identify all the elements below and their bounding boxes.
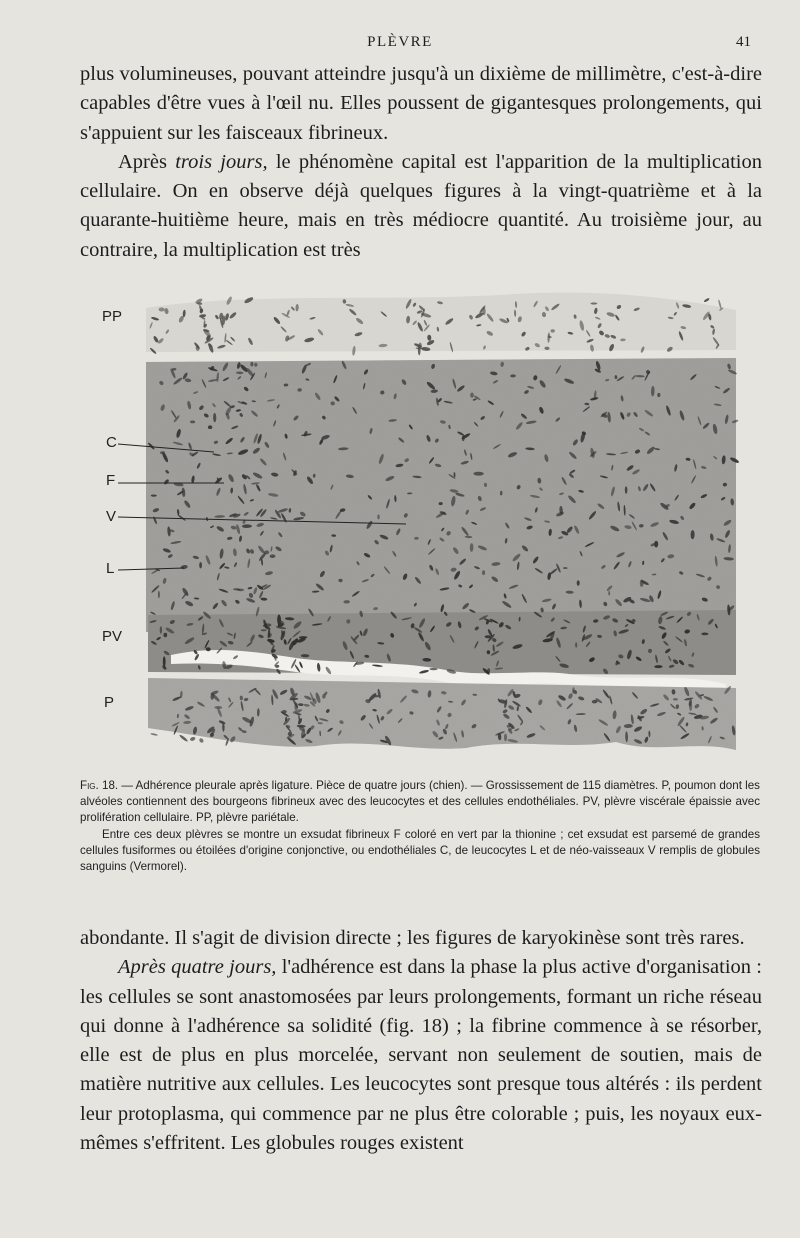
paragraph-quatre-jours: Après quatre jours, l'adhérence est dans la phase la plus active d'organisation : les cellules se sont anastomosées par leurs prolongements, formant un riche réseau qui donne à l'adhérence sa solidité (fig. 18) ; la fibrine commence à se résorber, elle est de plus en plus morcelée, servant non seulement de soutien, mais de matière nutritive aux cellules. Les leucocytes sont presque tous altérés : ils perdent leur protoplasma, qui commence par ne plus être colorable ; puis, les noyaux eux-mêmes s'effritent. Les globules rouges existent	[80, 956, 762, 1155]
cell-nucleus	[703, 297, 710, 302]
caption-paragraph-2: Entre ces deux plèvres se montre un exsudat fibrineux F coloré en vert par la thionine ; cet exsudat est parsemé de grandes cellules fusiformes ou étoilées d'origine conjonctive, ou endothéliales C, de leucocytes L et de néo-vaisseaux V remplis de globules sanguins (Vermorel).	[80, 827, 760, 874]
running-header: PLÈVRE	[367, 34, 433, 50]
cell-nucleus	[179, 734, 189, 742]
label-pv: PV	[102, 628, 123, 645]
tissue-illustration	[96, 280, 748, 766]
emphasis-quatre-jours: Après quatre jours,	[118, 956, 277, 979]
cell-nucleus	[208, 425, 212, 429]
caption-paragraph-1: Fig. 18. — Adhérence pleurale après ligature. Pièce de quatre jours (chien). — Grossissement de 115 diamètres. P, poumon dont les alvéoles contiennent des bourgeons fibrineux avec des leucocytes et des cellules endothéliales. PV, plèvre viscérale épaissie avec prolifération cellulaire. PP, plèvre pariétale.	[80, 779, 760, 825]
label-pp: PP	[102, 308, 123, 325]
cell-nucleus	[190, 736, 196, 741]
histology-figure	[96, 280, 748, 766]
text-block-bottom	[80, 924, 762, 1158]
label-f: F	[106, 472, 116, 489]
cell-nucleus	[504, 734, 507, 742]
cell-nucleus	[577, 580, 580, 586]
parietal-pleura-band	[146, 293, 736, 352]
label-l: L	[106, 560, 115, 577]
figure-number: Fig. 18.	[80, 779, 119, 792]
label-v: V	[106, 508, 117, 525]
text-block-top	[80, 60, 762, 265]
cell-nucleus	[199, 562, 202, 568]
label-c: C	[106, 434, 117, 451]
paragraph-abondante: abondante. Il s'agit de division directe ; les figures de karyokinèse sont très rares.	[80, 927, 745, 949]
figure-caption	[80, 778, 760, 875]
cell-nucleus	[198, 737, 204, 743]
emphasis-trois-jours: trois jours,	[175, 150, 268, 173]
paragraph-continuation: plus volumineuses, pouvant atteindre jusqu'à un dixième de millimètre, c'est-à-dire capables d'être vues à l'œil nu. Elles poussent de gigantesques prolongements, qui s'appuient sur les faisceaux fibrineux.	[80, 63, 762, 144]
cell-nucleus	[591, 302, 598, 304]
page-number: 41	[736, 34, 751, 50]
paragraph-trois-jours: Après trois jours, le phénomène capital est l'apparition de la multiplication cellulaire. On en observe déjà quelques figures à la vingt-quatrième et à la quarante-huitième heure, mais en très médiocre quantité. Au troisième jour, au contraire, la multiplication est très	[80, 150, 762, 261]
cell-nucleus	[150, 733, 158, 736]
cell-nucleus	[416, 347, 425, 349]
cell-nucleus	[608, 591, 610, 596]
cell-nucleus	[470, 393, 474, 398]
visceral-pleura-band	[148, 610, 736, 675]
label-p: P	[104, 694, 115, 711]
